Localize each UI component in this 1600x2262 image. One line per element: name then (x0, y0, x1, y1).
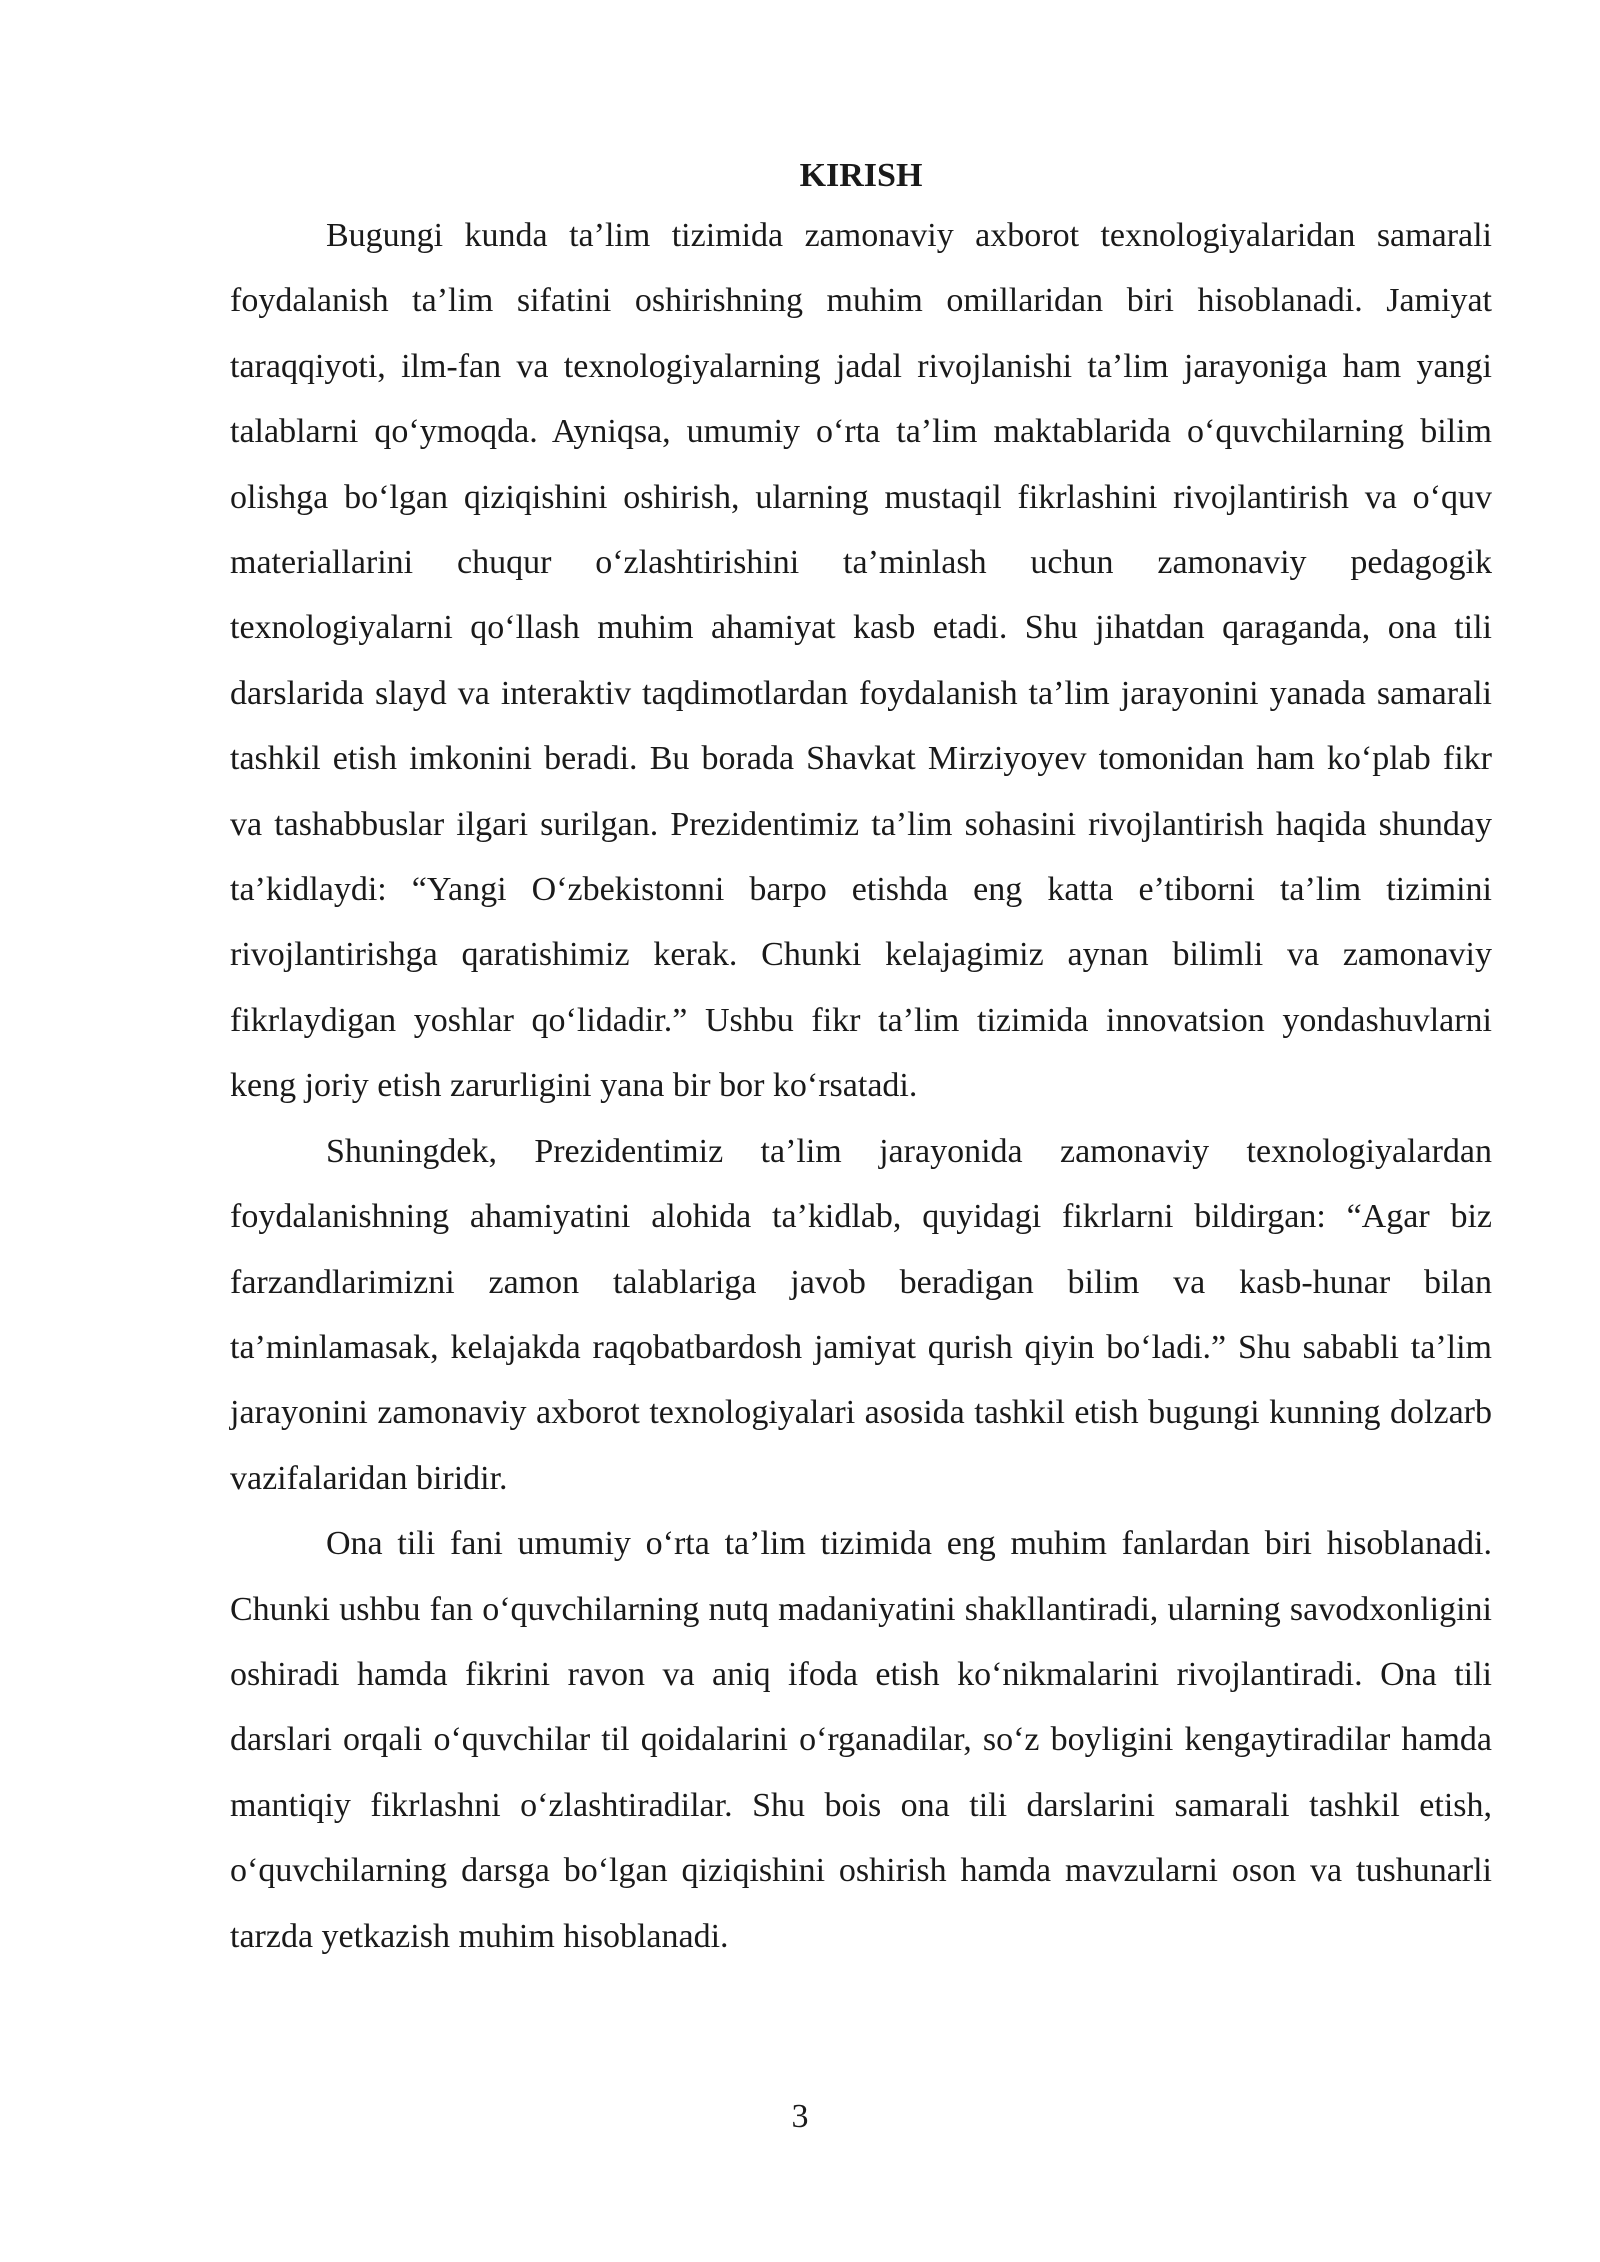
paragraph-mother-tongue: Ona tili fani umumiy o‘rta ta’lim tizimida eng muhim fanlardan biri hisoblanadi. Chunki ushbu fan o‘quvchilarning nutq madaniyatini shakllantiradi, ularning savodxonligini oshiradi hamda fikrini ravon va aniq ifoda etish ko‘nikmalarini rivojlantiradi. Ona tili darslari orqali o‘quvchilar til qoidalarini o‘rganadilar, so‘z boyligini kengaytiradilar hamda mantiqiy fikrlashni o‘zlashtiradilar. Shu bois ona tili darslarini samarali tashkil etish, o‘quvchilarning darsga bo‘lgan qiziqishini oshirish hamda mavzularni oson va tushunarli tarzda yetkazish muhim hisoblanadi. (230, 1525, 1492, 1955)
paragraph-president-quote: Shuningdek, Prezidentimiz ta’lim jarayonida zamonaviy texnologiyalardan foydalanishning ahamiyatini alohida ta’kidlab, quyidagi fikrlarni bildirgan: “Agar biz farzandlarimizni zamon talablariga javob beradigan bilim va kasb-hunar bilan ta’minlamasak, kelajakda raqobatbardosh jamiyat qurish qiyin bo‘ladi.” Shu sababli ta’lim jarayonini zamonaviy axborot texnologiyalari asosida tashkil etish bugungi kunning dolzarb vazifalaridan biridir. (230, 1132, 1492, 1497)
document-body (230, 150, 1492, 1969)
paragraph-intro: Bugungi kunda ta’lim tizimida zamonaviy axborot texnologiyalaridan samarali foydalanish ta’lim sifatini oshirishning muhim omillaridan biri hisoblanadi. Jamiyat taraqqiyoti, ilm-fan va texnologiyalarning jadal rivojlanishi ta’lim jarayoniga ham yangi talablarni qo‘ymoqda. Ayniqsa, umumiy o‘rta ta’lim maktablarida o‘quvchilarning bilim olishga bo‘lgan qiziqishini oshirish, ularning mustaqil fikrlashini rivojlantirish va o‘quv materiallarini chuqur o‘zlashtirishini ta’minlash uchun zamonaviy pedagogik texnologiyalarni qo‘llash muhim ahamiyat kasb etadi. Shu jihatdan qaraganda, ona tili darslarida slayd va interaktiv taqdimotlardan foydalanish ta’lim jarayonini yanada samarali tashkil etish imkonini beradi. Bu borada Shavkat Mirziyoyev tomonidan ham ko‘plab fikr va tashabbuslar ilgari surilgan. Prezidentimiz ta’lim sohasini rivojlantirish haqida shunday ta’kidlaydi: “Yangi O‘zbekistonni barpo etishda eng katta e’tiborni ta’lim tizimini rivojlantirishga qaratishimiz kerak. Chunki kelajagimiz aynan bilimli va zamonaviy fikrlaydigan yoshlar qo‘lidadir.” Ushbu fikr ta’lim tizimida innovatsion yondashuvlarni keng joriy etish zarurligini yana bir bor ko‘rsatadi. (230, 217, 1492, 1105)
section-title: KIRISH (799, 157, 923, 194)
page-number: 3 (791, 2098, 809, 2135)
